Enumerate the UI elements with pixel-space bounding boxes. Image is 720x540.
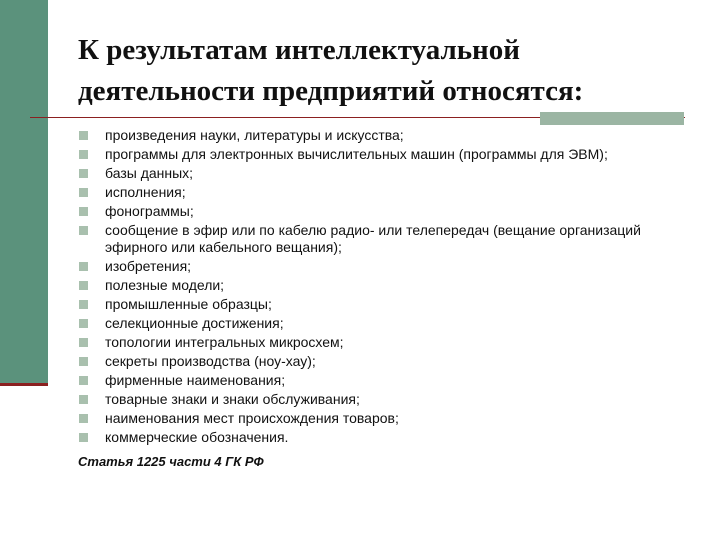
- square-bullet-icon: [79, 300, 88, 309]
- list-item: [78, 222, 698, 256]
- list-item-text: произведения науки, литературы и искусства;: [105, 127, 404, 143]
- square-bullet-icon: [79, 414, 88, 423]
- square-bullet-icon: [79, 188, 88, 197]
- square-bullet-icon: [79, 150, 88, 159]
- list-item: [78, 127, 698, 144]
- list-item-text: исполнения;: [105, 184, 186, 200]
- list-item: [78, 165, 698, 182]
- list-item: [78, 353, 698, 370]
- list-item: [78, 146, 698, 163]
- square-bullet-icon: [79, 319, 88, 328]
- list-item: [78, 410, 698, 427]
- list-item: [78, 391, 698, 408]
- list-item-text: промышленные образцы;: [105, 296, 272, 312]
- square-bullet-icon: [79, 169, 88, 178]
- list-item-text: фонограммы;: [105, 203, 194, 219]
- list-item: [78, 315, 698, 332]
- title-rule-accent-block: [540, 112, 684, 125]
- list-item-text: коммерческие обозначения.: [105, 429, 289, 445]
- square-bullet-icon: [79, 395, 88, 404]
- list-item-text: секреты производства (ноу-хау);: [105, 353, 316, 369]
- list-item: [78, 429, 698, 446]
- square-bullet-icon: [79, 281, 88, 290]
- list-item-text: фирменные наименования;: [105, 372, 286, 388]
- slide-title-line-1: К результатам интеллектуальной: [78, 34, 520, 66]
- law-citation: Статья 1225 части 4 ГК РФ: [78, 454, 264, 469]
- left-decorative-bar: [0, 0, 48, 384]
- list-item-text: топологии интегральных микросхем;: [105, 334, 344, 350]
- list-item-text: товарные знаки и знаки обслуживания;: [105, 391, 360, 407]
- list-item: [78, 296, 698, 313]
- left-bar-accent-line: [0, 383, 48, 386]
- square-bullet-icon: [79, 338, 88, 347]
- list-item: [78, 372, 698, 389]
- square-bullet-icon: [79, 376, 88, 385]
- square-bullet-icon: [79, 357, 88, 366]
- results-list: [78, 127, 698, 448]
- list-item-text: полезные модели;: [105, 277, 225, 293]
- list-item-text: программы для электронных вычислительных машин (программы для ЭВМ);: [105, 146, 608, 162]
- list-item: [78, 184, 698, 201]
- list-item: [78, 277, 698, 294]
- square-bullet-icon: [79, 262, 88, 271]
- list-item: [78, 334, 698, 351]
- square-bullet-icon: [79, 226, 88, 235]
- list-item-text: селекционные достижения;: [105, 315, 284, 331]
- square-bullet-icon: [79, 131, 88, 140]
- list-item: [78, 203, 698, 220]
- square-bullet-icon: [79, 433, 88, 442]
- list-item-text: сообщение в эфир или по кабелю радио- или телепередач (вещание организаций эфирного или кабельного вещания);: [105, 222, 641, 255]
- list-item-text: изобретения;: [105, 258, 192, 274]
- list-item-text: базы данных;: [105, 165, 194, 181]
- list-item: [78, 258, 698, 275]
- slide-title: [78, 30, 698, 112]
- square-bullet-icon: [79, 207, 88, 216]
- slide-title-line-2: деятельности предприятий относятся:: [78, 75, 584, 107]
- list-item-text: наименования мест происхождения товаров;: [105, 410, 399, 426]
